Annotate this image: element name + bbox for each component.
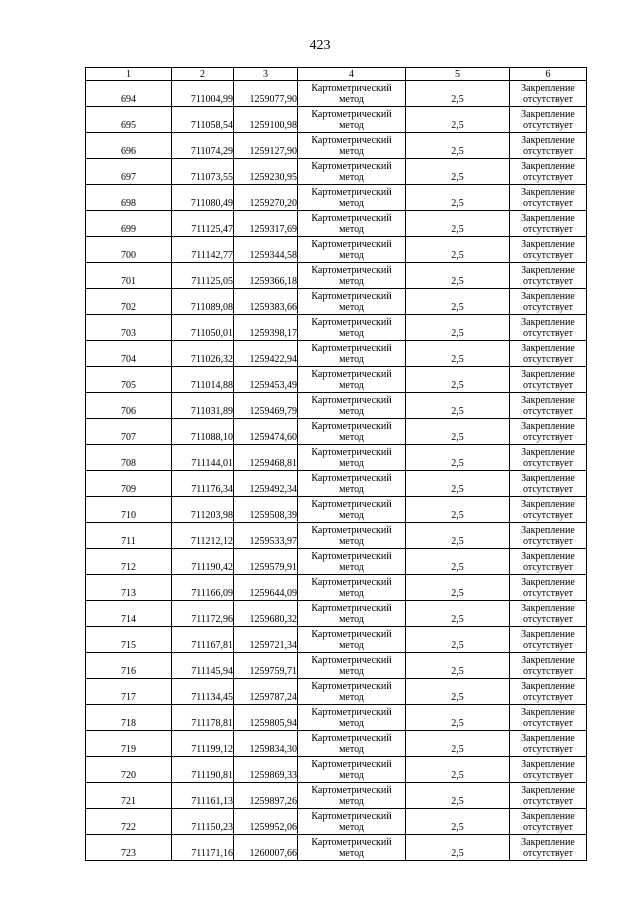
- fixation-cell: Закрепление отсутствует: [510, 341, 587, 367]
- table-row: [86, 211, 587, 237]
- point-number-cell: 696: [86, 133, 172, 159]
- y-coordinate-cell: 1259897,26: [234, 783, 298, 809]
- method-cell: Картометрический метод: [298, 159, 406, 185]
- method-cell: Картометрический метод: [298, 315, 406, 341]
- table-row: [86, 81, 587, 107]
- table-row: [86, 757, 587, 783]
- fixation-cell: Закрепление отсутствует: [510, 679, 587, 705]
- accuracy-cell: 2,5: [406, 237, 510, 263]
- method-cell: Картометрический метод: [298, 185, 406, 211]
- y-coordinate-cell: 1259398,17: [234, 315, 298, 341]
- method-cell: Картометрический метод: [298, 419, 406, 445]
- fixation-cell: Закрепление отсутствует: [510, 757, 587, 783]
- point-number-cell: 719: [86, 731, 172, 757]
- method-cell: Картометрический метод: [298, 835, 406, 861]
- point-number-cell: 709: [86, 471, 172, 497]
- method-cell: Картометрический метод: [298, 783, 406, 809]
- method-cell: Картометрический метод: [298, 471, 406, 497]
- table-row: [86, 289, 587, 315]
- table-row: [86, 575, 587, 601]
- table-row: [86, 471, 587, 497]
- x-coordinate-cell: 711026,32: [172, 341, 234, 367]
- x-coordinate-cell: 711080,49: [172, 185, 234, 211]
- method-cell: Картометрический метод: [298, 549, 406, 575]
- fixation-cell: Закрепление отсутствует: [510, 419, 587, 445]
- fixation-cell: Закрепление отсутствует: [510, 809, 587, 835]
- y-coordinate-cell: 1259579,91: [234, 549, 298, 575]
- method-cell: Картометрический метод: [298, 367, 406, 393]
- fixation-cell: Закрепление отсутствует: [510, 133, 587, 159]
- fixation-cell: Закрепление отсутствует: [510, 549, 587, 575]
- column-header-2: 2: [172, 68, 234, 81]
- fixation-cell: Закрепление отсутствует: [510, 835, 587, 861]
- x-coordinate-cell: 711166,09: [172, 575, 234, 601]
- accuracy-cell: 2,5: [406, 81, 510, 107]
- point-number-cell: 707: [86, 419, 172, 445]
- point-number-cell: 720: [86, 757, 172, 783]
- method-cell: Картометрический метод: [298, 679, 406, 705]
- table-row: [86, 705, 587, 731]
- y-coordinate-cell: 1259270,20: [234, 185, 298, 211]
- y-coordinate-cell: 1259759,71: [234, 653, 298, 679]
- x-coordinate-cell: 711004,99: [172, 81, 234, 107]
- x-coordinate-cell: 711050,01: [172, 315, 234, 341]
- fixation-cell: Закрепление отсутствует: [510, 107, 587, 133]
- x-coordinate-cell: 711161,13: [172, 783, 234, 809]
- fixation-cell: Закрепление отсутствует: [510, 211, 587, 237]
- accuracy-cell: 2,5: [406, 809, 510, 835]
- point-number-cell: 723: [86, 835, 172, 861]
- column-header-3: 3: [234, 68, 298, 81]
- table-row: [86, 835, 587, 861]
- accuracy-cell: 2,5: [406, 133, 510, 159]
- y-coordinate-cell: 1259100,98: [234, 107, 298, 133]
- accuracy-cell: 2,5: [406, 627, 510, 653]
- point-number-cell: 701: [86, 263, 172, 289]
- table-row: [86, 341, 587, 367]
- method-cell: Картометрический метод: [298, 393, 406, 419]
- column-header-1: 1: [86, 68, 172, 81]
- accuracy-cell: 2,5: [406, 679, 510, 705]
- point-number-cell: 712: [86, 549, 172, 575]
- x-coordinate-cell: 711190,81: [172, 757, 234, 783]
- x-coordinate-cell: 711199,12: [172, 731, 234, 757]
- x-coordinate-cell: 711150,23: [172, 809, 234, 835]
- method-cell: Картометрический метод: [298, 601, 406, 627]
- accuracy-cell: 2,5: [406, 419, 510, 445]
- accuracy-cell: 2,5: [406, 601, 510, 627]
- method-cell: Картометрический метод: [298, 133, 406, 159]
- fixation-cell: Закрепление отсутствует: [510, 705, 587, 731]
- x-coordinate-cell: 711203,98: [172, 497, 234, 523]
- accuracy-cell: 2,5: [406, 289, 510, 315]
- fixation-cell: Закрепление отсутствует: [510, 783, 587, 809]
- fixation-cell: Закрепление отсутствует: [510, 159, 587, 185]
- table-row: [86, 731, 587, 757]
- x-coordinate-cell: 711142,77: [172, 237, 234, 263]
- x-coordinate-cell: 711125,47: [172, 211, 234, 237]
- fixation-cell: Закрепление отсутствует: [510, 237, 587, 263]
- y-coordinate-cell: 1259492,34: [234, 471, 298, 497]
- y-coordinate-cell: 1259468,81: [234, 445, 298, 471]
- table-row: [86, 653, 587, 679]
- method-cell: Картометрический метод: [298, 81, 406, 107]
- y-coordinate-cell: 1259952,06: [234, 809, 298, 835]
- accuracy-cell: 2,5: [406, 653, 510, 679]
- y-coordinate-cell: 1259077,90: [234, 81, 298, 107]
- accuracy-cell: 2,5: [406, 341, 510, 367]
- y-coordinate-cell: 1259787,24: [234, 679, 298, 705]
- table-row: [86, 523, 587, 549]
- method-cell: Картометрический метод: [298, 445, 406, 471]
- method-cell: Картометрический метод: [298, 237, 406, 263]
- point-number-cell: 714: [86, 601, 172, 627]
- accuracy-cell: 2,5: [406, 523, 510, 549]
- fixation-cell: Закрепление отсутствует: [510, 731, 587, 757]
- point-number-cell: 717: [86, 679, 172, 705]
- point-number-cell: 702: [86, 289, 172, 315]
- point-number-cell: 721: [86, 783, 172, 809]
- x-coordinate-cell: 711171,16: [172, 835, 234, 861]
- accuracy-cell: 2,5: [406, 783, 510, 809]
- point-number-cell: 711: [86, 523, 172, 549]
- table-header-row: [86, 68, 587, 81]
- y-coordinate-cell: 1259383,66: [234, 289, 298, 315]
- table-row: [86, 679, 587, 705]
- method-cell: Картометрический метод: [298, 211, 406, 237]
- x-coordinate-cell: 711073,55: [172, 159, 234, 185]
- method-cell: Картометрический метод: [298, 653, 406, 679]
- accuracy-cell: 2,5: [406, 107, 510, 133]
- method-cell: Картометрический метод: [298, 627, 406, 653]
- accuracy-cell: 2,5: [406, 263, 510, 289]
- fixation-cell: Закрепление отсутствует: [510, 393, 587, 419]
- table-row: [86, 159, 587, 185]
- method-cell: Картометрический метод: [298, 809, 406, 835]
- point-number-cell: 699: [86, 211, 172, 237]
- column-header-6: 6: [510, 68, 587, 81]
- table-body: [86, 81, 587, 861]
- x-coordinate-cell: 711212,12: [172, 523, 234, 549]
- x-coordinate-cell: 711014,88: [172, 367, 234, 393]
- x-coordinate-cell: 711058,54: [172, 107, 234, 133]
- method-cell: Картометрический метод: [298, 497, 406, 523]
- method-cell: Картометрический метод: [298, 523, 406, 549]
- y-coordinate-cell: 1259469,79: [234, 393, 298, 419]
- y-coordinate-cell: 1259422,94: [234, 341, 298, 367]
- accuracy-cell: 2,5: [406, 393, 510, 419]
- fixation-cell: Закрепление отсутствует: [510, 315, 587, 341]
- point-number-cell: 716: [86, 653, 172, 679]
- method-cell: Картометрический метод: [298, 757, 406, 783]
- x-coordinate-cell: 711172,96: [172, 601, 234, 627]
- table-row: [86, 107, 587, 133]
- y-coordinate-cell: 1259474,60: [234, 419, 298, 445]
- point-number-cell: 697: [86, 159, 172, 185]
- method-cell: Картометрический метод: [298, 263, 406, 289]
- method-cell: Картометрический метод: [298, 107, 406, 133]
- point-number-cell: 718: [86, 705, 172, 731]
- table-row: [86, 315, 587, 341]
- table-row: [86, 185, 587, 211]
- accuracy-cell: 2,5: [406, 497, 510, 523]
- y-coordinate-cell: 1259508,39: [234, 497, 298, 523]
- fixation-cell: Закрепление отсутствует: [510, 367, 587, 393]
- y-coordinate-cell: 1259453,49: [234, 367, 298, 393]
- x-coordinate-cell: 711074,29: [172, 133, 234, 159]
- point-number-cell: 700: [86, 237, 172, 263]
- x-coordinate-cell: 711176,34: [172, 471, 234, 497]
- method-cell: Картометрический метод: [298, 731, 406, 757]
- point-number-cell: 698: [86, 185, 172, 211]
- fixation-cell: Закрепление отсутствует: [510, 497, 587, 523]
- table-row: [86, 549, 587, 575]
- fixation-cell: Закрепление отсутствует: [510, 445, 587, 471]
- y-coordinate-cell: 1259680,32: [234, 601, 298, 627]
- y-coordinate-cell: 1259805,94: [234, 705, 298, 731]
- point-number-cell: 705: [86, 367, 172, 393]
- fixation-cell: Закрепление отсутствует: [510, 263, 587, 289]
- table-row: [86, 783, 587, 809]
- column-header-5: 5: [406, 68, 510, 81]
- fixation-cell: Закрепление отсутствует: [510, 471, 587, 497]
- x-coordinate-cell: 711134,45: [172, 679, 234, 705]
- table-row: [86, 601, 587, 627]
- x-coordinate-cell: 711145,94: [172, 653, 234, 679]
- y-coordinate-cell: 1259230,95: [234, 159, 298, 185]
- point-number-cell: 704: [86, 341, 172, 367]
- fixation-cell: Закрепление отсутствует: [510, 185, 587, 211]
- table-row: [86, 445, 587, 471]
- accuracy-cell: 2,5: [406, 471, 510, 497]
- table-row: [86, 133, 587, 159]
- x-coordinate-cell: 711031,89: [172, 393, 234, 419]
- y-coordinate-cell: 1259533,97: [234, 523, 298, 549]
- fixation-cell: Закрепление отсутствует: [510, 627, 587, 653]
- accuracy-cell: 2,5: [406, 549, 510, 575]
- point-number-cell: 708: [86, 445, 172, 471]
- accuracy-cell: 2,5: [406, 445, 510, 471]
- point-number-cell: 710: [86, 497, 172, 523]
- fixation-cell: Закрепление отсутствует: [510, 575, 587, 601]
- method-cell: Картометрический метод: [298, 575, 406, 601]
- accuracy-cell: 2,5: [406, 211, 510, 237]
- x-coordinate-cell: 711190,42: [172, 549, 234, 575]
- page-number: 423: [309, 38, 331, 53]
- point-number-cell: 715: [86, 627, 172, 653]
- y-coordinate-cell: 1259834,30: [234, 731, 298, 757]
- y-coordinate-cell: 1259366,18: [234, 263, 298, 289]
- fixation-cell: Закрепление отсутствует: [510, 289, 587, 315]
- table-row: [86, 419, 587, 445]
- y-coordinate-cell: 1259317,69: [234, 211, 298, 237]
- x-coordinate-cell: 711088,10: [172, 419, 234, 445]
- table-row: [86, 627, 587, 653]
- table-row: [86, 393, 587, 419]
- table-row: [86, 237, 587, 263]
- accuracy-cell: 2,5: [406, 705, 510, 731]
- accuracy-cell: 2,5: [406, 835, 510, 861]
- accuracy-cell: 2,5: [406, 731, 510, 757]
- point-number-cell: 695: [86, 107, 172, 133]
- column-header-4: 4: [298, 68, 406, 81]
- point-number-cell: 706: [86, 393, 172, 419]
- method-cell: Картометрический метод: [298, 705, 406, 731]
- point-number-cell: 713: [86, 575, 172, 601]
- accuracy-cell: 2,5: [406, 185, 510, 211]
- fixation-cell: Закрепление отсутствует: [510, 523, 587, 549]
- accuracy-cell: 2,5: [406, 757, 510, 783]
- method-cell: Картометрический метод: [298, 341, 406, 367]
- x-coordinate-cell: 711125,05: [172, 263, 234, 289]
- y-coordinate-cell: 1259869,33: [234, 757, 298, 783]
- table-row: [86, 497, 587, 523]
- accuracy-cell: 2,5: [406, 367, 510, 393]
- fixation-cell: Закрепление отсутствует: [510, 601, 587, 627]
- x-coordinate-cell: 711178,81: [172, 705, 234, 731]
- table-row: [86, 367, 587, 393]
- point-number-cell: 694: [86, 81, 172, 107]
- y-coordinate-cell: 1259344,58: [234, 237, 298, 263]
- y-coordinate-cell: 1259644,09: [234, 575, 298, 601]
- table-row: [86, 263, 587, 289]
- method-cell: Картометрический метод: [298, 289, 406, 315]
- x-coordinate-cell: 711167,81: [172, 627, 234, 653]
- accuracy-cell: 2,5: [406, 159, 510, 185]
- y-coordinate-cell: 1259721,34: [234, 627, 298, 653]
- coordinates-table: [85, 67, 587, 861]
- y-coordinate-cell: 1259127,90: [234, 133, 298, 159]
- point-number-cell: 722: [86, 809, 172, 835]
- accuracy-cell: 2,5: [406, 575, 510, 601]
- accuracy-cell: 2,5: [406, 315, 510, 341]
- x-coordinate-cell: 711089,08: [172, 289, 234, 315]
- x-coordinate-cell: 711144,01: [172, 445, 234, 471]
- fixation-cell: Закрепление отсутствует: [510, 653, 587, 679]
- fixation-cell: Закрепление отсутствует: [510, 81, 587, 107]
- point-number-cell: 703: [86, 315, 172, 341]
- table-row: [86, 809, 587, 835]
- y-coordinate-cell: 1260007,66: [234, 835, 298, 861]
